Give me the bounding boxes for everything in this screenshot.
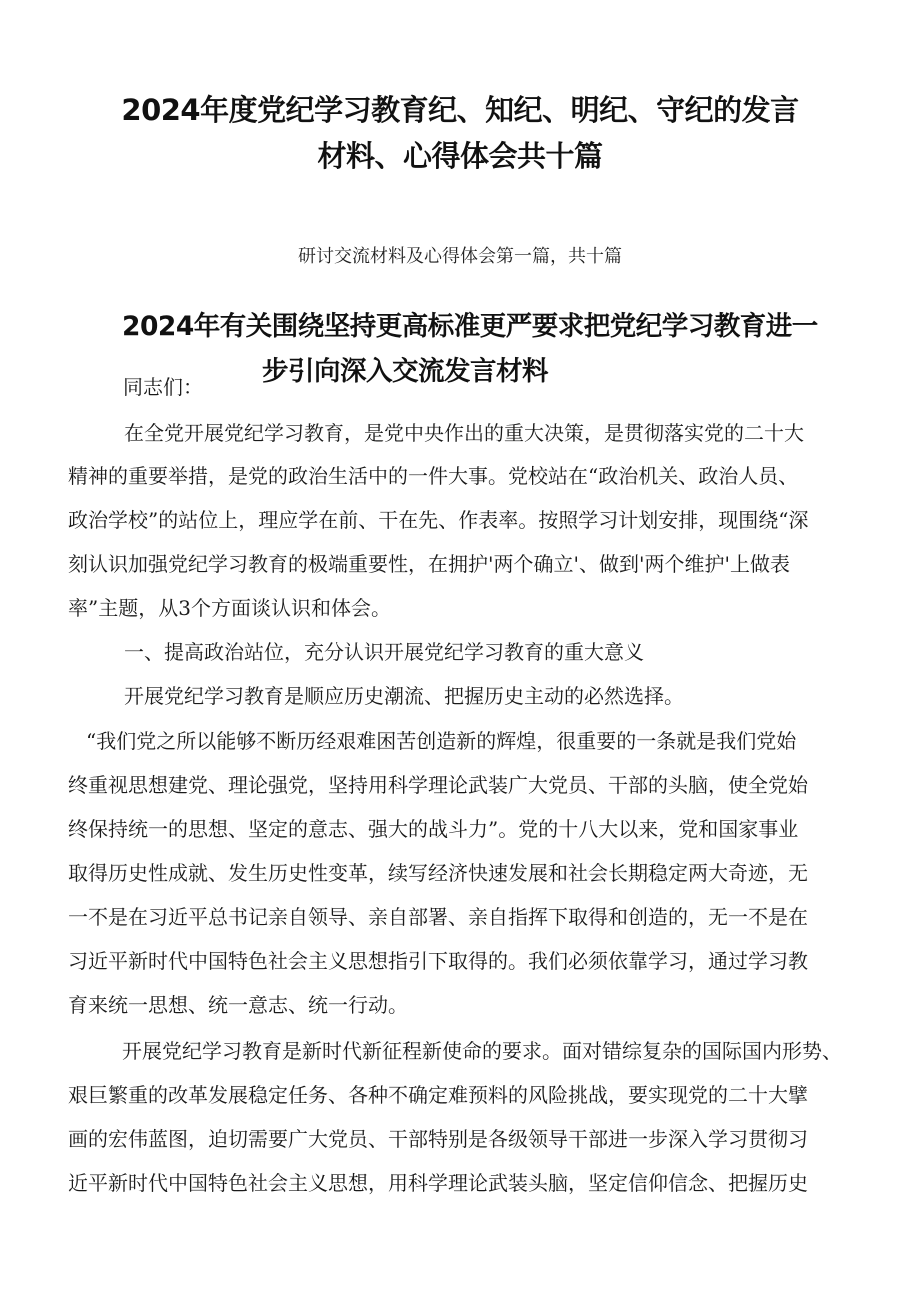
document-title-line-2: 材料、心得体会共十篇 (317, 139, 603, 173)
body-line: 精神的重要举措，是党的政治生活中的一件大事。党校站在“政治机关、政治人员、 (68, 464, 799, 488)
body-line: 近平新时代中国特色社会主义思想，用科学理论武装头脑，坚定信仰信念、把握历史 (68, 1171, 808, 1195)
body-line: “我们党之所以能够不断历经艰难困苦创造新的辉煌，很重要的一条就是我们党始 (86, 729, 797, 753)
body-line: 刻认识加强党纪学习教育的极端重要性，在拥护'两个确立'、做到'两个维护'上做表 (68, 552, 790, 576)
body-line: 率”主题，从3个方面谈认识和体会。 (68, 596, 391, 620)
body-line: 一不是在习近平总书记亲自领导、亲自部署、亲自指挥下取得和创造的，无一不是在 (68, 905, 808, 929)
article-title-line-2: 步引向深入交流发言材料 (262, 355, 548, 387)
body-line: 育来统一思想、统一意志、统一行动。 (68, 993, 408, 1017)
body-line: 政治学校”的站位上，理应学在前、干在先、作表率。按照学习计划安排，现围绕“深 (68, 508, 809, 532)
body-line: 开展党纪学习教育是顺应历史潮流、把握历史主动的必然选择。 (124, 684, 684, 708)
document-title-line-1: 2024年度党纪学习教育纪、知纪、明纪、守纪的发言 (121, 93, 799, 127)
body-line: 取得历史性成就、发生历史性变革，续写经济快速发展和社会长期稳定两大奇迹，无 (68, 861, 808, 885)
section-heading-1: 一、提高政治站位，充分认识开展党纪学习教育的重大意义 (124, 640, 644, 664)
article-title-line-1: 2024年有关围绕坚持更高标准更严要求把党纪学习教育进一 (122, 310, 818, 342)
body-line: 习近平新时代中国特色社会主义思想指引下取得的。我们必须依靠学习，通过学习教 (68, 949, 808, 973)
section-subheading: 研讨交流材料及心得体会第一篇，共十篇 (298, 246, 622, 267)
body-line: 艰巨繁重的改革发展稳定任务、各种不确定难预料的风险挑战，要实现党的二十大擘 (68, 1083, 808, 1107)
salutation: 同志们： (123, 375, 203, 399)
body-line: 终重视思想建党、理论强党，坚持用科学理论武装广大党员、干部的头脑，使全党始 (68, 773, 808, 797)
body-line: 在全党开展党纪学习教育，是党中央作出的重大决策，是贯彻落实党的二十大 (124, 421, 804, 445)
body-line: 开展党纪学习教育是新时代新征程新使命的要求。面对错综复杂的国际国内形势、 (122, 1039, 842, 1063)
body-line: 画的宏伟蓝图，迫切需要广大党员、干部特别是各级领导干部进一步深入学习贯彻习 (68, 1127, 808, 1151)
body-line: 终保持统一的思想、坚定的意志、强大的战斗力”。党的十八大以来，党和国家事业 (68, 817, 799, 841)
